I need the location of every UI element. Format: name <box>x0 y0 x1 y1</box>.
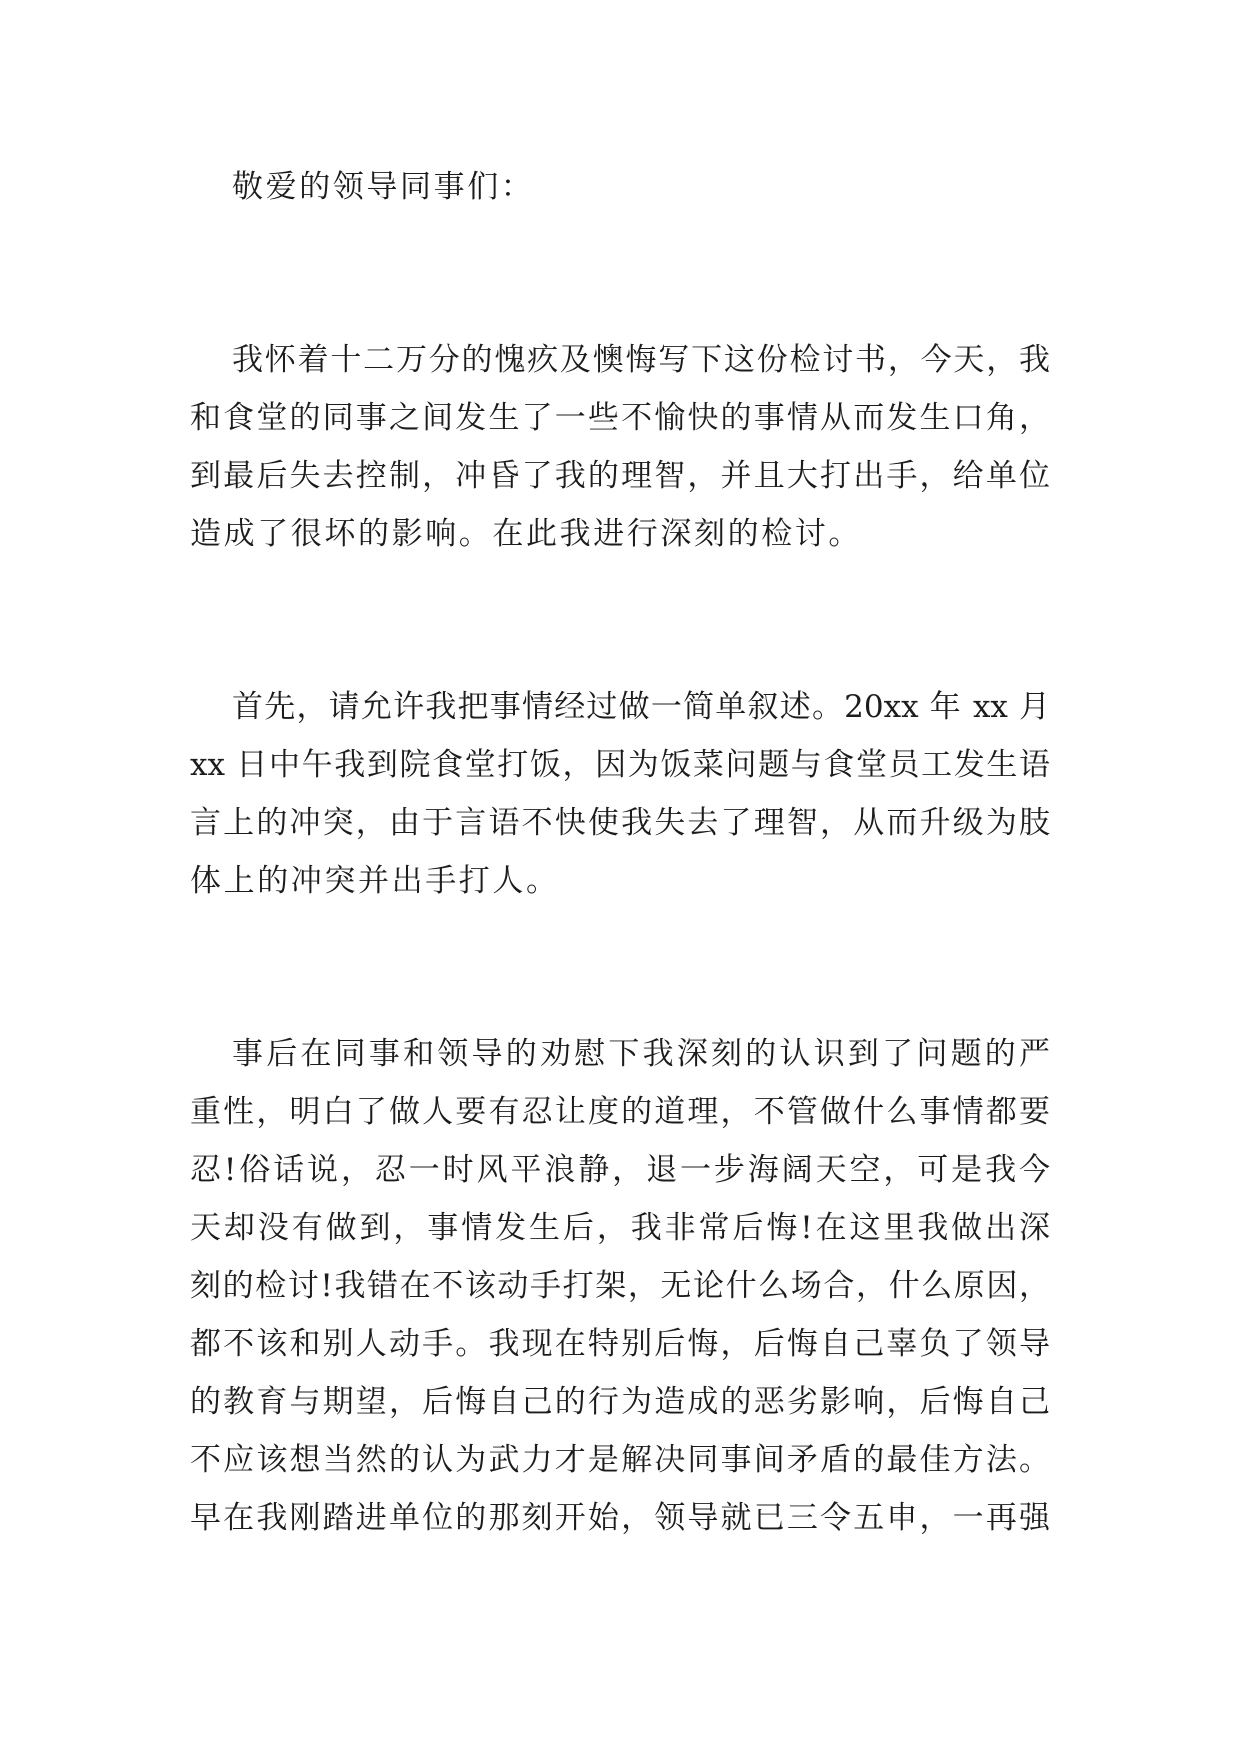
paragraph-1-line-4: 造成了很坏的影响。在此我进行深刻的检讨。 <box>190 516 862 552</box>
paragraph-3-line-8: 不应该想当然的认为武力才是解决同事间矛盾的最佳方法。 <box>190 1442 1050 1478</box>
paragraph-3-line-5: 刻的检讨!我错在不该动手打架，无论什么场合，什么原因， <box>190 1268 1050 1304</box>
paragraph-3-line-4: 天却没有做到，事情发生后，我非常后悔!在这里我做出深 <box>190 1210 1050 1246</box>
paragraph-2-line-4: 体上的冲突并出手打人。 <box>190 863 560 899</box>
paragraph-2-line-3: 言上的冲突，由于言语不快使我失去了理智，从而升级为肢 <box>190 805 1050 841</box>
paragraph-3-line-2: 重性，明白了做人要有忍让度的道理，不管做什么事情都要 <box>190 1094 1050 1130</box>
salutation: 敬爱的领导同事们： <box>232 169 535 205</box>
paragraph-3-line-6: 都不该和别人动手。我现在特别后悔，后悔自己辜负了领导 <box>190 1326 1050 1362</box>
paragraph-3-line-1: 事后在同事和领导的劝慰下我深刻的认识到了问题的严 <box>232 1036 1050 1072</box>
paragraph-1-line-1: 我怀着十二万分的愧疚及懊悔写下这份检讨书，今天，我 <box>232 342 1050 378</box>
paragraph-1-line-2: 和食堂的同事之间发生了一些不愉快的事情从而发生口角， <box>190 400 1050 436</box>
paragraph-3-line-9: 早在我刚踏进单位的那刻开始，领导就已三令五申，一再强 <box>190 1500 1050 1536</box>
paragraph-2-line-1: 首先，请允许我把事情经过做一简单叙述。20xx 年 xx 月 <box>232 689 1050 725</box>
paragraph-3-line-7: 的教育与期望，后悔自己的行为造成的恶劣影响，后悔自己 <box>190 1384 1050 1420</box>
paragraph-1-line-3: 到最后失去控制，冲昏了我的理智，并且大打出手，给单位 <box>190 458 1050 494</box>
paragraph-3-line-3: 忍!俗话说，忍一时风平浪静，退一步海阔天空，可是我今 <box>190 1152 1050 1188</box>
paragraph-2-line-2: xx 日中午我到院食堂打饭，因为饭菜问题与食堂员工发生语 <box>190 747 1050 783</box>
